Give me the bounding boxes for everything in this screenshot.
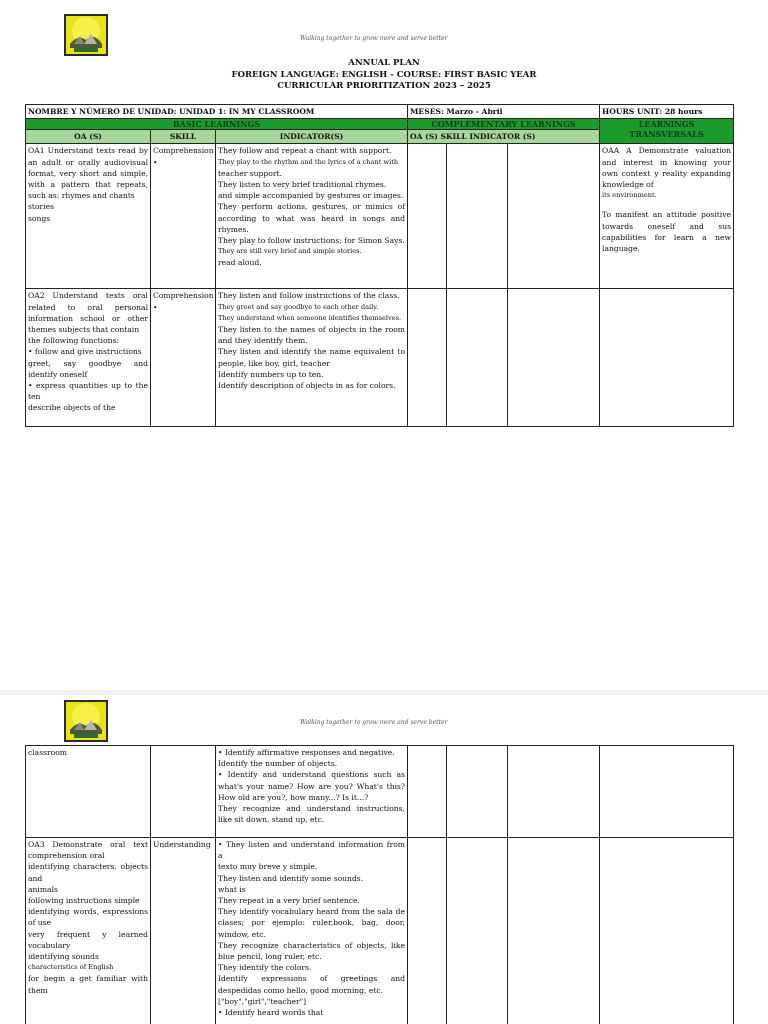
- oa3-transversal: [600, 838, 734, 1024]
- oa3-indicator: • They listen and understand information from a: [218, 840, 405, 861]
- unit-hours: HOURS UNIT: 28 hours: [600, 105, 734, 119]
- annual-plan-table-continued: [25, 745, 734, 1024]
- oa1-indicator: They play to the rhythm and the lyrics of a chant with: [218, 157, 399, 166]
- oa1-transversal-text: To manifest an attitude positive towards oneself and sus capabilities for learn a new language.: [602, 210, 732, 254]
- unit-header-row: [26, 105, 734, 119]
- oa2-indicator: They listen and identify the name equivalent to people, like boy, girl, teacher: [218, 347, 406, 368]
- oa2-objective-continued: classroom: [26, 746, 151, 838]
- oa1-transversal: [600, 144, 734, 289]
- oa1-objective: OA1 Understand texts read by an adult or orally audiovisual format, very short and simple, with a pattern that repeats, such as: rhymes and chants stories songs: [26, 144, 151, 289]
- oa3-indicator: They listen and identify some sounds.: [218, 873, 364, 883]
- oa3-indicator: They identify the colors.: [218, 963, 312, 973]
- oa2-indicator: They understand when someone identifies themselves.: [218, 313, 402, 322]
- oa2-skill: Comprehension •: [151, 289, 216, 427]
- oa3-comp-skill: [447, 838, 508, 1024]
- oa3-indicator: • Identify heard words that: [218, 1008, 324, 1018]
- oa2-transversal: [600, 289, 734, 427]
- col-skill-header: SKILL: [151, 130, 216, 144]
- annual-plan-table: [25, 104, 734, 427]
- oa2-indicator: They listen to the names of objects in the room and they identify them.: [218, 325, 406, 346]
- oa2-indicators-continued: [216, 746, 408, 838]
- table-row-oa3: [26, 838, 734, 1024]
- oa2-indicator: • Identify affirmative responses and negative.: [218, 748, 395, 757]
- oa2-indicator: They listen and follow instructions of the class.: [218, 291, 400, 301]
- col-complementary-header: OA (S) SKILL INDICATOR (S): [408, 130, 600, 144]
- oa3-indicators: [216, 838, 408, 1024]
- oa1-indicator: read aloud.: [218, 258, 262, 268]
- oa3-indicator: what is: [218, 884, 246, 894]
- oa3-objective-text: OA3 Demonstrate oral text comprehension oral identifying characters, objects and animals following instructions simple identifying words, expressions of use very frequent y learned vocabulary identifying sounds: [28, 840, 148, 962]
- table-row-oa1: [26, 144, 734, 289]
- school-motto: Walking together to grow more and serve better: [300, 35, 448, 42]
- col-indicator-header: INDICATOR(S): [216, 130, 408, 144]
- oa3-skill: Understanding: [151, 838, 216, 1024]
- oa2-indicator: Identify numbers up to ten.: [218, 369, 324, 379]
- oa2-indicator: Identify the number of objects.: [218, 759, 338, 769]
- document-titles: [0, 58, 768, 93]
- oa3-comp-oa: [408, 838, 447, 1024]
- oa1-indicators: [216, 144, 408, 289]
- oa2-comp-oa: [408, 289, 447, 427]
- oa2-objective: OA2 Understand texts oral related to oral personal information school or other themes subjects that contain the following functions: • follow and give instructions greet, say goodbye and identify oneself • express quantities up to the ten describe objects of the: [26, 289, 151, 427]
- oa3-indicator: They recognize characteristics of objects, like blue pencil, long ruler, etc.: [218, 940, 405, 962]
- oa2-indicator: They greet and say goodbye to each other daily.: [218, 302, 379, 311]
- school-motto: Walking together to grow more and serve better: [300, 719, 448, 726]
- title-course: FOREIGN LANGUAGE: ENGLISH - COURSE: FIRST BASIC YEAR: [231, 69, 537, 80]
- oa1-transversal-text: OAA A Demonstrate valuation and interest in knowing your own context y reality expanding knowledge of: [602, 146, 732, 190]
- oa3-objective-text: for begin a get familiar with them: [28, 974, 148, 995]
- oa2-comp-indicator: [508, 289, 600, 427]
- oa1-indicator: They are still very brief and simple stories.: [218, 247, 362, 256]
- oa1-indicator: They perform actions, gestures, or mimics of according to what was heard in songs and rhymes.: [218, 202, 406, 234]
- oa1-transversal-text: its environment.: [602, 191, 657, 200]
- unit-name: NOMBRE Y NÚMERO DE UNIDAD: UNIDAD 1: IN MY CLASSROOM: [26, 105, 408, 119]
- oa1-indicator: and simple accompanied by gestures or images.: [218, 191, 404, 201]
- table-row-oa2-continued: [26, 746, 734, 838]
- oa3-indicator: ["boy","girl","teacher"]: [218, 996, 307, 1006]
- complementary-learnings-header: COMPLEMENTARY LEARNINGS: [408, 119, 600, 130]
- oa1-indicator: They play to follow instructions; for Simon Says.: [218, 236, 405, 246]
- oa2-indicator: Identify description of objects in as for colors.: [218, 381, 396, 391]
- oa2-comp-oa-continued: [408, 746, 447, 838]
- school-logo: [64, 14, 108, 56]
- oa1-indicator: They follow and repeat a chant with support.: [218, 146, 392, 156]
- col-oa-header: OA (S): [26, 130, 151, 144]
- oa1-comp-skill: [447, 144, 508, 289]
- oa2-comp-indicator-continued: [508, 746, 600, 838]
- oa1-indicator: They listen to very brief traditional rhymes.: [218, 180, 387, 190]
- oa1-comp-oa: [408, 144, 447, 289]
- oa2-transversal-continued: [600, 746, 734, 838]
- transversal-header-line-2: TRANSVERSALS: [629, 129, 704, 140]
- school-logo: [64, 700, 108, 742]
- basic-learnings-header: BASIC LEARNINGS: [26, 119, 408, 130]
- oa1-indicator: teacher support.: [218, 168, 282, 178]
- table-row-oa2: [26, 289, 734, 427]
- oa1-skill: Comprehension •: [151, 144, 216, 289]
- title-prioritization: CURRICULAR PRIORITIZATION 2023 – 2025: [277, 81, 491, 91]
- oa2-skill-continued: [151, 746, 216, 838]
- oa3-objective-text: characteristics of English: [28, 963, 114, 972]
- oa3-indicator: They identify vocabulary heard from the sala de clases; por ejemplo: ruler,book, bag, door, window, etc.: [218, 907, 405, 939]
- title-annual-plan: ANNUAL PLAN: [348, 58, 420, 68]
- oa2-indicator: They recognize and understand instructions, like sit down, stand up, etc.: [218, 804, 405, 825]
- oa3-indicator: Identify expressions of greetings and despedidas como hello, good morning, etc.: [218, 974, 405, 995]
- oa3-indicator: texto muy breve y simple.: [218, 862, 318, 872]
- transversal-header-line-1: LEARNINGS: [638, 119, 695, 130]
- oa3-objective: [26, 838, 151, 1024]
- learnings-header-row: [26, 119, 734, 130]
- unit-months: MESES: Marzo - Abril: [408, 105, 600, 119]
- document-page-2: [0, 695, 768, 1024]
- transversal-learnings-header: [600, 119, 734, 144]
- oa2-comp-skill: [447, 289, 508, 427]
- oa3-indicator: They repeat in a very brief sentence.: [218, 896, 360, 906]
- oa2-indicators: [216, 289, 408, 427]
- oa2-comp-skill-continued: [447, 746, 508, 838]
- oa1-comp-indicator: [508, 144, 600, 289]
- oa3-comp-indicator: [508, 838, 600, 1024]
- oa2-indicator: • Identify and understand questions such as what's your name? How are you? What's this? How old are you?, how many...? Is it...?: [218, 770, 405, 802]
